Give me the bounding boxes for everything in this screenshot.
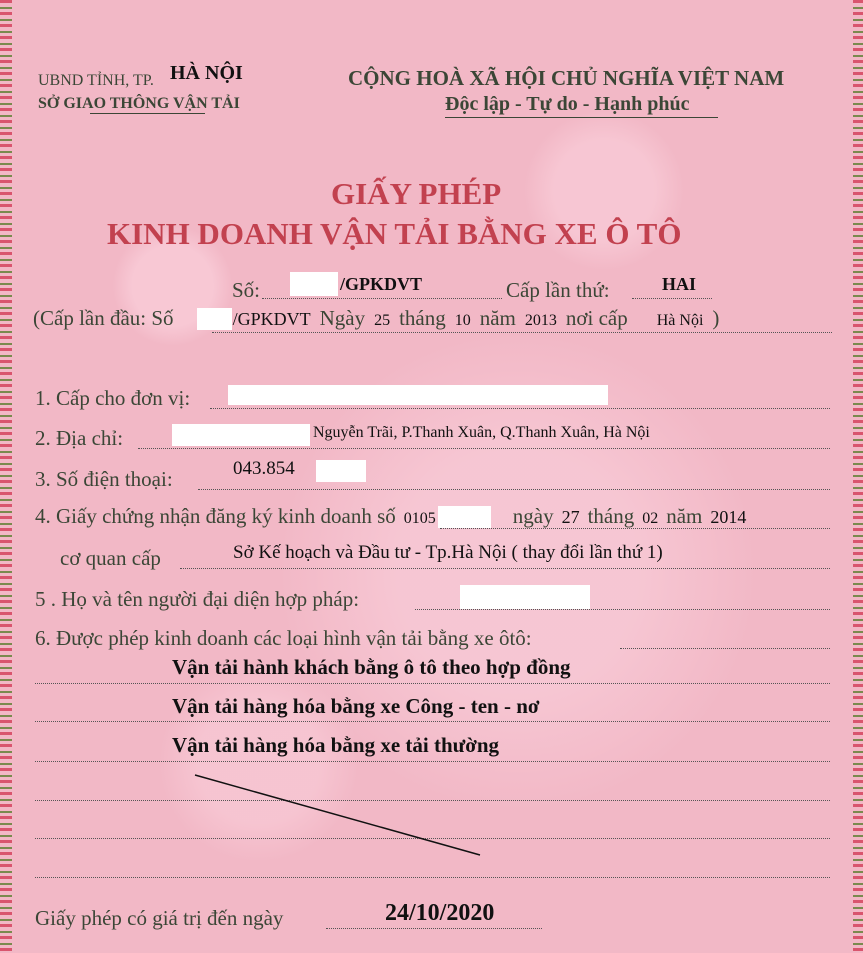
validity-label: Giấy phép có giá trị đến ngày — [35, 906, 284, 930]
agency-value: Sở Kế hoạch và Đầu tư - Tp.Hà Nội ( thay đổi lần thứ 1) — [233, 542, 663, 563]
cert-year: 2014 — [710, 507, 747, 527]
document-title: GIẤY PHÉP — [331, 176, 502, 211]
first-issue-year: 2013 — [524, 312, 557, 329]
first-issue-number-suffix: /GPKDVT — [232, 309, 311, 329]
cert-day-label: ngày — [512, 504, 554, 528]
cert-year-label: năm — [666, 504, 703, 528]
cert-label: 4. Giấy chứng nhận đăng ký kinh doanh số — [35, 504, 396, 528]
cert-month-label: tháng — [587, 504, 635, 528]
license-number-suffix: /GPKDVT — [340, 274, 423, 294]
cert-number: 0105 — [403, 510, 436, 527]
business-type-item: Vận tải hàng hóa bằng xe Công - ten - nơ — [172, 694, 540, 718]
authority-city: HÀ NỘI — [170, 62, 243, 84]
day-label: Ngày — [319, 306, 366, 330]
number-label: Số: — [232, 278, 261, 302]
first-issue-place: Hà Nội — [656, 312, 704, 329]
department-name: SỞ GIAO THÔNG VẬN TẢI — [38, 95, 240, 112]
first-issue-day: 25 — [374, 312, 391, 329]
agency-label: cơ quan cấp — [60, 546, 161, 570]
phone-value: 043.854 — [233, 458, 295, 479]
year-label: năm — [479, 306, 516, 330]
business-type-item: Vận tải hàng hóa bằng xe tải thường — [172, 733, 500, 757]
representative-label: 5 . Họ và tên người đại diện hợp pháp: — [35, 587, 360, 611]
close-paren: ) — [712, 306, 720, 330]
document-subtitle: KINH DOANH VẬN TẢI BẰNG XE Ô TÔ — [107, 216, 682, 251]
address-value: Nguyễn Trãi, P.Thanh Xuân, Q.Thanh Xuân, Hà Nội — [313, 424, 650, 441]
first-issue-label: (Cấp lần đầu: Số — [33, 306, 174, 330]
month-label: tháng — [399, 306, 446, 330]
phone-label: 3. Số điện thoại: — [35, 467, 173, 491]
business-type-item: Vận tải hành khách bằng ô tô theo hợp đồng — [172, 655, 571, 679]
national-title: CỘNG HOÀ XÃ HỘI CHỦ NGHĨA VIỆT NAM — [348, 66, 785, 90]
address-label: 2. Địa chỉ: — [35, 426, 124, 450]
place-label: nơi cấp — [565, 306, 628, 330]
unit-label: 1. Cấp cho đơn vị: — [35, 386, 191, 410]
cert-day: 27 — [561, 507, 580, 527]
validity-date: 24/10/2020 — [385, 900, 495, 926]
dotted-line — [326, 928, 542, 929]
national-motto: Độc lập - Tự do - Hạnh phúc — [445, 93, 690, 115]
business-types-label: 6. Được phép kinh doanh các loại hình vận tải bằng xe ôtô: — [35, 626, 532, 650]
issue-count-value: HAI — [662, 274, 697, 294]
first-issue-month: 10 — [454, 312, 471, 329]
authority-prefix: UBND TỈNH, TP. — [38, 72, 154, 89]
issue-count-label: Cấp lần thứ: — [506, 278, 610, 302]
cert-month: 02 — [642, 510, 659, 527]
